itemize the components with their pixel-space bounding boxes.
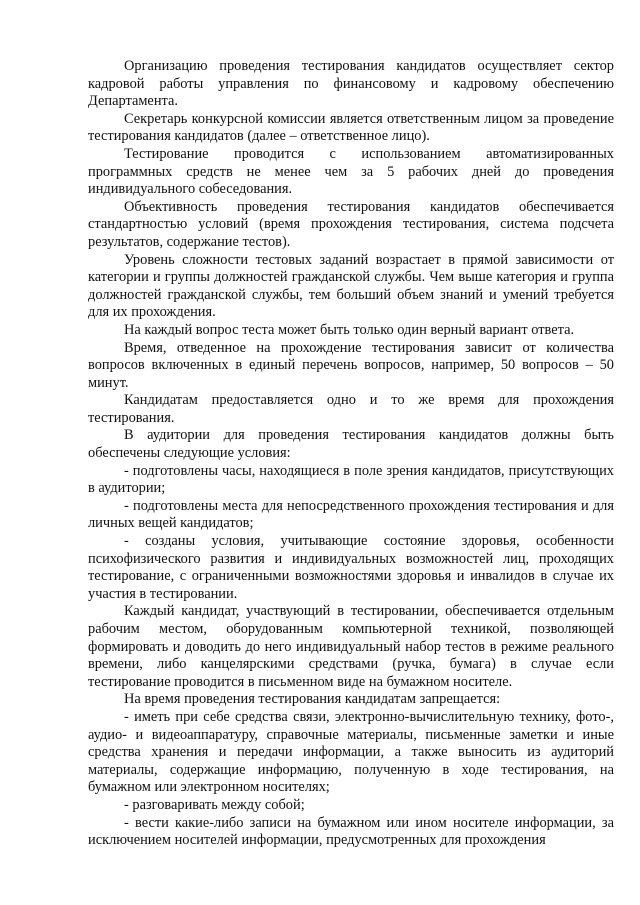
list-item-places: - подготовлены места для непосредственного прохождения тестирования и для личных вещей кандидатов; [88, 497, 614, 532]
list-item-clocks: - подготовлены часы, находящиеся в поле зрения кандидатов, присутствующих в аудитории; [88, 462, 614, 497]
list-item-talking: - разговаривать между собой; [124, 796, 305, 813]
paragraph-secretary: Секретарь конкурсной комиссии является ответственным лицом за проведение тестирования кандидатов (далее – ответственное лицо). [88, 110, 614, 145]
paragraph-single-answer: На каждый вопрос теста может быть только один верный вариант ответа. [124, 321, 575, 338]
list-item-accessibility: - созданы условия, учитывающие состояние здоровья, особенности психофизического развития и индивидуальных возможностей лиц, проходящих тестирование, с ограниченными возможностями здоровья и инвалидов в случае их участия в тестировании. [88, 533, 614, 602]
paragraph-organization: Организацию проведения тестирования кандидатов осуществляет сектор кадровой работы управления по финансовому и кадровому обеспечению Департамента. [88, 58, 614, 110]
paragraph-workplace: Каждый кандидат, участвующий в тестировании, обеспечивается отдельным рабочим местом, оборудованным компьютерной техникой, позволяющей формировать и доводить до него индивидуальный набор тестов в режиме реального времени, либо канцелярскими средствами (ручка, бумага) в случае если тестирование проводится в письменном виде на бумажном носителе. [88, 603, 614, 690]
paragraph-prohibited: На время проведения тестирования кандидатам запрещается: [124, 691, 501, 708]
paragraph-time-allotted: Время, отведенное на прохождение тестирования зависит от количества вопросов включенных в единый перечень вопросов, например, 50 вопросов – 50 минут. [88, 339, 614, 391]
list-item-notes: - вести какие-либо записи на бумажном или ином носителе информации, за исключением носителей информации, предусмотренных для прохождения [88, 814, 614, 849]
paragraph-objectivity: Объективность проведения тестирования кандидатов обеспечивается стандартностью условий (время прохождения тестирования, система подсчета результатов, содержание тестов). [88, 198, 614, 250]
list-item-devices: - иметь при себе средства связи, электронно-вычислительную технику, фото-, аудио- и видеоаппаратуру, справочные материалы, письменные заметки и иные средства хранения и передачи информации, а также выносить из аудиторий материалы, содержащие информацию, полученную в ходе тестирования, на бумажном или электронном носителях; [88, 708, 614, 796]
paragraph-complexity: Уровень сложности тестовых заданий возрастает в прямой зависимости от категории и группы должностей гражданской службы. Чем выше категория и группа должностей гражданской службы, тем больший объем знаний и умений требуется для их прохождения. [88, 251, 614, 321]
paragraph-testing-timing: Тестирование проводится с использованием автоматизированных программных средств не менее чем за 5 рабочих дней до проведения индивидуального собеседования. [88, 145, 614, 198]
paragraph-room-conditions: В аудитории для проведения тестирования кандидатов должны быть обеспечены следующие условия: [88, 427, 614, 462]
paragraph-equal-time: Кандидатам предоставляется одно и то же время для прохождения тестирования. [88, 392, 614, 426]
